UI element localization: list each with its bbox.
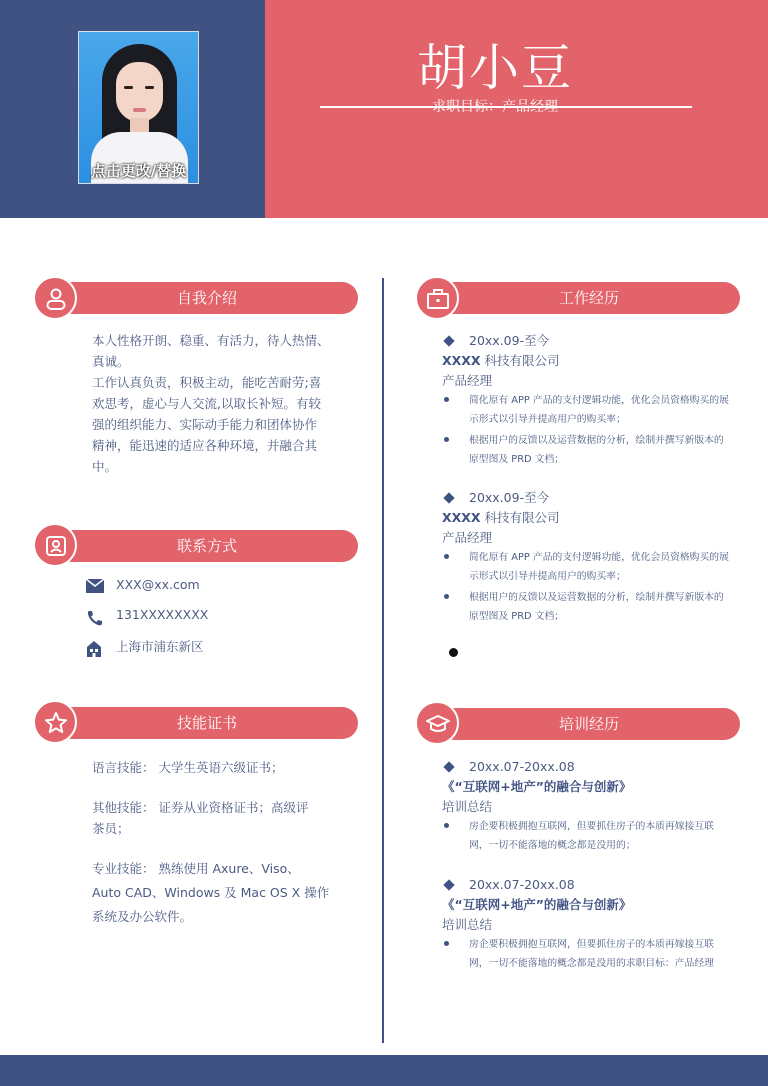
building-icon bbox=[86, 639, 102, 657]
work-role: 产品经理 bbox=[442, 530, 493, 545]
job-objective: 求职目标：产品经理 bbox=[432, 99, 558, 115]
training-course: 《“互联网+地产”的融合与创新》 bbox=[442, 897, 632, 912]
skill-language: 语言技能： 大学生英语六级证书； bbox=[92, 760, 284, 775]
training-summary: 培训总结 bbox=[442, 799, 493, 814]
training-date: 20xx.07-20xx.08 bbox=[469, 877, 575, 892]
briefcase-icon bbox=[415, 276, 459, 320]
graduation-cap-icon bbox=[415, 701, 459, 745]
training-date: 20xx.07-20xx.08 bbox=[469, 759, 575, 774]
training-bullet: 房企要积极拥抱互联网，但要抓住房子的本质再嫁接互联网，一切不能落地的概念都是没用的求职目标：产品经理 bbox=[442, 935, 732, 973]
section-title: 工作经历 bbox=[558, 289, 619, 307]
user-icon bbox=[33, 276, 77, 320]
column-divider bbox=[382, 278, 384, 1043]
training-bullet: 房企要积极拥抱互联网，但要抓住房子的本质再嫁接互联网，一切不能落地的概念都是没用的； bbox=[442, 817, 732, 855]
training-item bbox=[442, 757, 732, 857]
section-header-contact bbox=[56, 530, 358, 562]
section-title: 自我介绍 bbox=[176, 289, 237, 307]
stray-bullet-dot bbox=[449, 648, 458, 657]
diamond-bullet-icon bbox=[443, 335, 454, 346]
star-icon bbox=[33, 700, 77, 744]
section-title: 技能证书 bbox=[176, 714, 237, 732]
work-bullet: 根据用户的反馈以及运营数据的分析，绘制并撰写新版本的原型图及 PRD 文档； bbox=[442, 431, 732, 469]
training-course: 《“互联网+地产”的融合与创新》 bbox=[442, 779, 632, 794]
work-date: 20xx.09-至今 bbox=[469, 490, 550, 505]
work-bullet: 根据用户的反馈以及运营数据的分析，绘制并撰写新版本的原型图及 PRD 文档； bbox=[442, 588, 732, 626]
diamond-bullet-icon bbox=[443, 879, 454, 890]
diamond-bullet-icon bbox=[443, 492, 454, 503]
work-company: XXXX 科技有限公司 bbox=[442, 353, 560, 368]
photo-replace-caption[interactable]: 点击更改/替换 bbox=[90, 162, 187, 180]
diamond-bullet-icon bbox=[443, 761, 454, 772]
work-bullet: 简化原有 APP 产品的支付逻辑功能，优化会员资格购买的展示形式以引导并提高用户的购买率； bbox=[442, 548, 732, 586]
section-header-work bbox=[438, 282, 740, 314]
section-title: 培训经历 bbox=[558, 715, 619, 733]
id-card-icon bbox=[33, 523, 77, 567]
phone-icon bbox=[86, 609, 104, 627]
work-company: XXXX 科技有限公司 bbox=[442, 510, 560, 525]
profile-photo[interactable] bbox=[78, 31, 199, 184]
work-item bbox=[442, 488, 732, 628]
section-header-skills bbox=[56, 707, 358, 739]
section-header-training bbox=[438, 708, 740, 740]
about-text: 本人性格开朗、稳重、有活力，待人热情、 真诚。 工作认真负责，积极主动，能吃苦耐劳;喜 欢思考，虚心与人交流,以取长补短。有较 强的组织能力、实际动手能力和团体协作 精神，能迅速的适应各种环境，并融合其 中。 bbox=[92, 333, 330, 474]
section-header-about bbox=[56, 282, 358, 314]
work-date: 20xx.09-至今 bbox=[469, 333, 550, 348]
work-bullet: 简化原有 APP 产品的支付逻辑功能，优化会员资格购买的展示形式以引导并提高用户的购买率； bbox=[442, 391, 732, 429]
training-summary: 培训总结 bbox=[442, 917, 493, 932]
mail-icon bbox=[86, 579, 104, 593]
work-role: 产品经理 bbox=[442, 373, 493, 388]
work-item bbox=[442, 331, 732, 471]
skill-professional: 专业技能： 熟练使用 Axure、Viso、 Auto CAD、Windows 及 Mac OS X 操作 系统及办公软件。 bbox=[92, 861, 330, 924]
candidate-name: 胡小豆 bbox=[417, 39, 573, 97]
training-item bbox=[442, 875, 732, 975]
skill-other: 其他技能： 证券从业资格证书；高级评 茶员； bbox=[92, 800, 309, 836]
section-title: 联系方式 bbox=[176, 537, 237, 555]
footer-bar bbox=[0, 1055, 768, 1086]
